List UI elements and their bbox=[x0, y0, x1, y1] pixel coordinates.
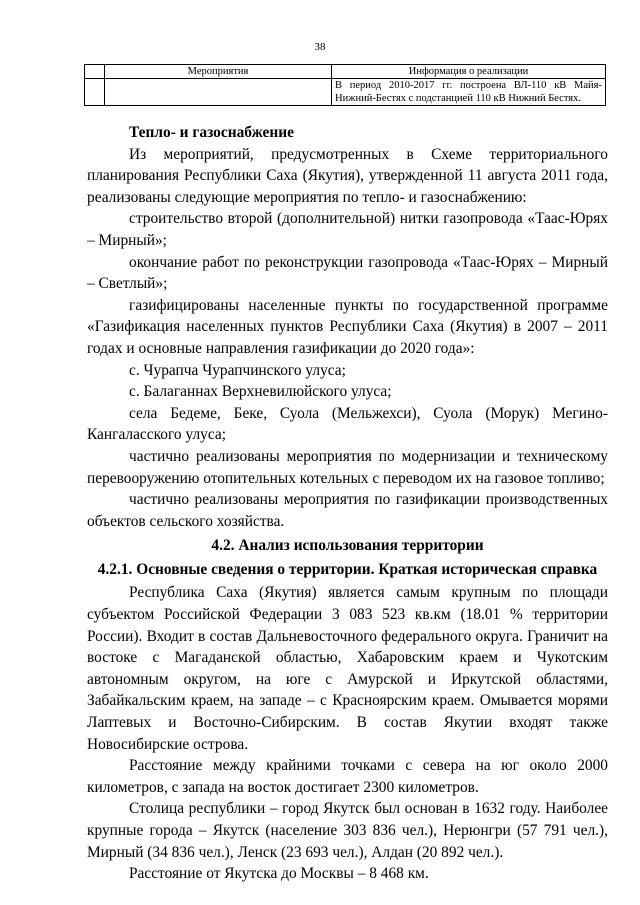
table-header-measures: Мероприятия bbox=[105, 65, 332, 79]
table-cell-implementation-info: В период 2010-2017 гг. построена ВЛ-110 кВ Майя-Нижний-Бестях с подстанцией 110 кВ Нижний Бестях. bbox=[332, 79, 606, 106]
list-item: газифицированы населенные пункты по государственной программе «Газификация населенных пунктов Республики Саха (Якутия) в 2007 – 2011 годах и основные направления газификации до 2020 года»: bbox=[87, 296, 608, 357]
table-cell-measure bbox=[105, 79, 332, 106]
list-item: села Бедеме, Беке, Суола (Мельжехси), Суола (Морук) Мегино-Кангаласского улуса; bbox=[87, 404, 608, 444]
paragraph: Расстояние между крайними точками с севера на юг около 2000 километров, с запада на восток достигает 2300 километров. bbox=[87, 757, 608, 796]
list-item: с. Балаганнах Верхневилюйского улуса; bbox=[129, 383, 392, 401]
subsection-heading: 4.2.1. Основные сведения о территории. Краткая историческая справка bbox=[97, 560, 598, 578]
list-item: с. Чурапча Чурапчинского улуса; bbox=[129, 361, 346, 379]
paragraph: Из мероприятий, предусмотренных в Схеме территориального планирования Республики Саха (Якутия), утвержденной 11 августа 2011 года, реализованы следующие мероприятия по тепло- и газоснабжению: bbox=[87, 145, 608, 206]
table-header-index bbox=[85, 65, 105, 79]
list-item: окончание работ по реконструкции газопровода «Таас-Юрях – Мирный – Светлый»; bbox=[87, 253, 608, 293]
paragraph: Республика Саха (Якутия) является самым крупным по площади субъектом Российской Федерации 3 083 523 кв.км (18.01 % территории России). Входит в состав Дальневосточного федерального округа. Граничит на востоке с Магаданской областью, Хабаровским краем и Чукотским автономным округом, на юге с Амурской и Иркутской областями, Забайкальским краем, на западе – с Красноярским краем. Омывается морями Лаптевых и Восточно-Сибирским. В состав Якутии входят также Новосибирские острова. bbox=[87, 584, 608, 753]
page-number: 38 bbox=[314, 41, 326, 53]
list-item: строительство второй (дополнительной) нитки газопровода «Таас-Юрях – Мирный»; bbox=[87, 210, 608, 249]
list-item: частично реализованы мероприятия по модернизации и техническому перевооружению отопительных котельных с переводом их на газовое топливо; bbox=[87, 447, 608, 487]
paragraph: Столица республики – город Якутск был основан в 1632 году. Наиболее крупные города – Якутск (население 303 836 чел.), Нерюнгри (57 791 чел.), Мирный (34 836 чел.), Ленск (23 693 чел.), Алдан (20 892 чел.). bbox=[87, 800, 608, 861]
heading-heat-gas-supply: Тепло- и газоснабжение bbox=[129, 124, 294, 141]
table-header-implementation-info: Информация о реализации bbox=[332, 65, 606, 79]
table-cell-index bbox=[85, 79, 105, 106]
paragraph: Расстояние от Якутска до Москвы – 8 468 км. bbox=[129, 865, 429, 883]
table-row bbox=[85, 79, 606, 106]
section-heading: 4.2. Анализ использования территории bbox=[211, 537, 484, 555]
document-body bbox=[87, 122, 608, 885]
implementation-table bbox=[84, 64, 606, 106]
table-header-row bbox=[85, 65, 606, 79]
list-item: частично реализованы мероприятия по газификации производственных объектов сельского хозяйства. bbox=[87, 491, 608, 530]
